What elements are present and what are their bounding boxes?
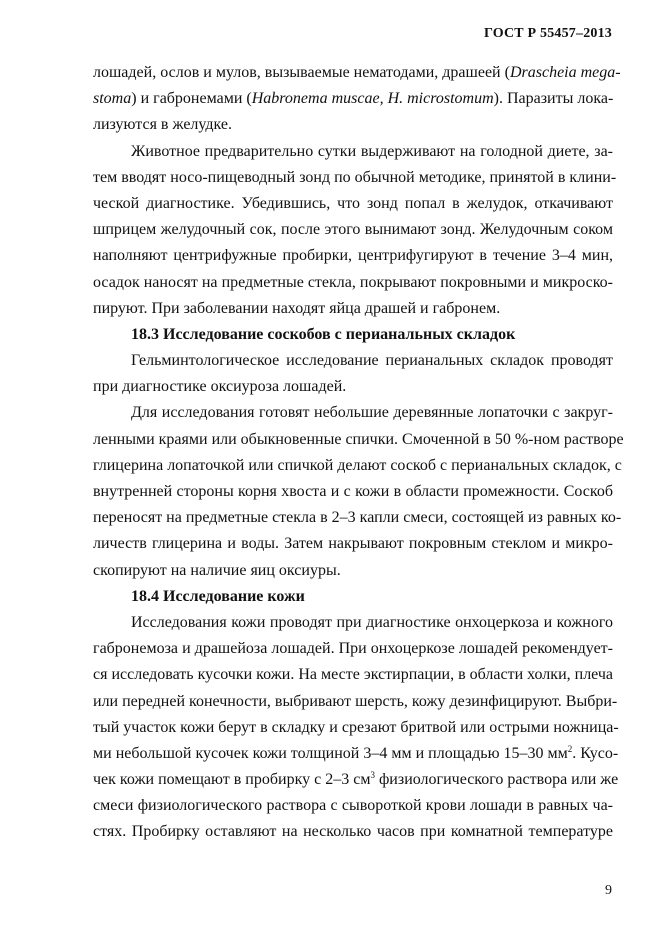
superscript: 3 <box>370 770 375 781</box>
text-line: ми небольшой кусочек кожи толщиной 3–4 мм и площадью 15–30 $мм^2$. Кусо- <box>93 743 619 762</box>
text-line: стях. Пробирку оставляют на несколько часов при комнатной температуре <box>93 823 613 841</box>
text-line: внутренней стороны корня хвоста и с кожи в области промежности. Соскоб <box>93 483 613 500</box>
section-heading: 18.3 Исследование соскобов с перианальных складок <box>131 325 516 343</box>
section-heading: 18.4 Исследование кожи <box>131 587 305 605</box>
species-name-italic: Drascheia mega- <box>509 64 621 81</box>
text-line: скопируют на наличие яиц оксиуры. <box>93 561 341 579</box>
text-line: тем вводят носо-пищеводный зонд по обычной методике, принятой в клини- <box>93 168 617 186</box>
page-number: 9 <box>605 883 612 898</box>
text-line: шприцем желудочный сок, после этого вынимают зонд. Желудочным соком <box>93 221 613 239</box>
superscript: 2 <box>567 743 573 754</box>
text-line: переносят на предметные стекла в 2–3 капли смеси, состоящей из равных ко- <box>93 509 622 527</box>
text-line: глицерина лопаточкой или спичкой делают соскоб с перианальных складок, с <box>93 456 622 474</box>
text-line: ленными краями или обыкновенные спички. Смоченной в 50 %-ном растворе <box>93 430 624 448</box>
text-line: наполняют центрифужные пробирки, центрифугируют в течение 3–4 мин, <box>93 247 613 265</box>
text-line: чек кожи помещают в пробирку с 2–3 $см^3$ физиологического раствора или же <box>93 770 619 789</box>
text-line: лошадей, ослов и мулов, вызываемые нематодами, драшеей (Drascheia mega- <box>93 64 621 81</box>
species-name-italic: stoma <box>93 90 132 108</box>
species-name-italic: Habronema muscae, H. microstomum <box>251 90 494 108</box>
text-line: ческой диагностике. Убедившись, что зонд попал в желудок, откачивают <box>93 194 613 212</box>
text-line: Для исследования готовят небольшие деревянные лопаточки с закруг- <box>131 404 613 422</box>
text-line: или передней конечности, выбривают шерсть, кожу дезинфицируют. Выбри- <box>93 692 618 710</box>
text-line: stoma) и габронемами (Habronema muscae, H. microstomum). Паразиты лока- <box>93 90 614 108</box>
text-line: Гельминтологическое исследование перианальных складок проводят <box>131 352 613 370</box>
document-body <box>93 60 624 846</box>
text-line: Исследования кожи проводят при диагностике онхоцеркоза и кожного <box>131 613 613 631</box>
text-line: Животное предварительно сутки выдерживают на голодной диете, за- <box>131 142 613 160</box>
text-line: смеси физиологического раствора с сывороткой крови лошади в равных ча- <box>93 797 613 815</box>
text-line: ся исследовать кусочки кожи. На месте экстирпации, в области холки, плеча <box>93 666 614 684</box>
standard-code: ГОСТ Р 55457–2013 <box>483 26 612 41</box>
text-line: габронемоза и драшейоза лошадей. При онхоцеркозе лошадей рекомендует- <box>93 640 613 658</box>
text-line: личеств глицерина и воды. Затем накрывают покровным стеклом и микро- <box>93 535 613 553</box>
text-line: осадок наносят на предметные стекла, покрывают покровными и микроско- <box>93 273 613 291</box>
text-line: тый участок кожи берут в складку и срезают бритвой или острыми ножница- <box>93 718 619 736</box>
text-line: пируют. При заболевании находят яйца драшей и габронем. <box>93 299 501 317</box>
document-header <box>484 26 612 42</box>
text-line: при диагностике оксиуроза лошадей. <box>93 378 347 396</box>
text-line: лизуются в желудке. <box>93 116 233 134</box>
